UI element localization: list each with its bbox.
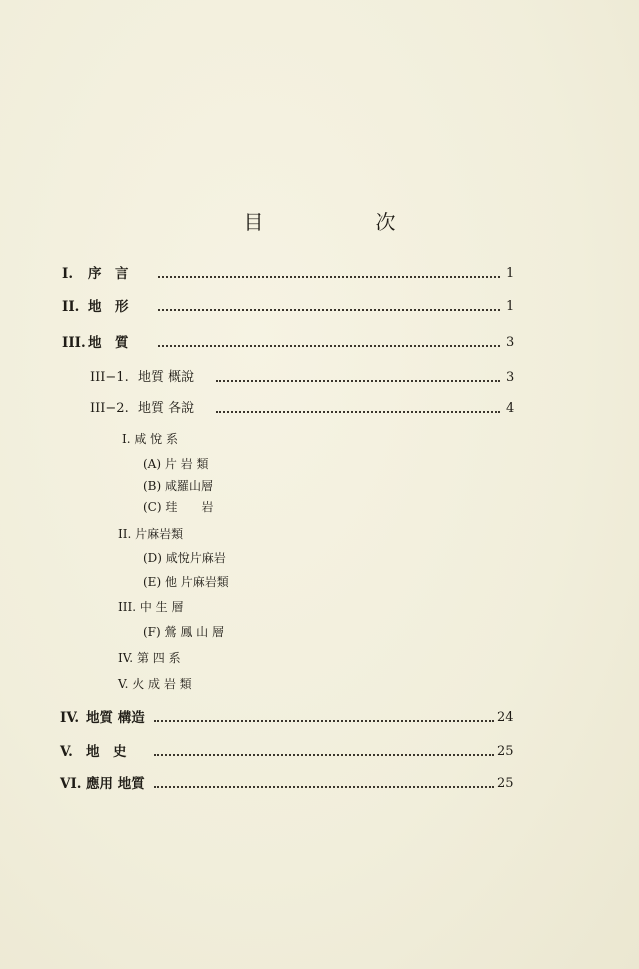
- toc-subentry-text: (E) 他 片麻岩類: [143, 575, 229, 589]
- toc-entry-label: 地質 各說: [138, 401, 195, 416]
- toc-entry-number: III−1.: [90, 370, 129, 385]
- dot-leader: [154, 720, 494, 722]
- toc-entry-number: V.: [60, 744, 73, 760]
- toc-entry-page: 1: [506, 266, 515, 281]
- toc-entry-page: 3: [506, 370, 515, 385]
- toc-entry-label: 地 史: [86, 744, 127, 760]
- dot-leader: [216, 411, 500, 413]
- toc-subentry-text: III. 中 生 層: [118, 600, 184, 614]
- toc-entry-page: 4: [506, 401, 515, 416]
- toc-subentry-text: II. 片麻岩類: [118, 527, 184, 541]
- toc-entry: [60, 708, 516, 728]
- toc-subentry-text: (D) 咸悅片麻岩: [143, 551, 226, 565]
- toc-subentry-text: (A) 片 岩 類: [143, 457, 209, 471]
- toc-entry-number: IV.: [60, 710, 80, 726]
- dot-leader: [158, 276, 500, 278]
- toc-entry: [62, 264, 516, 284]
- toc-entry-page: 25: [497, 776, 514, 791]
- toc-entry: [62, 333, 516, 353]
- dot-leader: [216, 380, 500, 382]
- toc-entry: [60, 774, 516, 794]
- toc-entry-label: 地 形: [88, 299, 129, 315]
- toc-entry-number: II.: [62, 299, 80, 315]
- toc-subentry-text: (B) 咸羅山層: [143, 479, 213, 493]
- toc-subentry-text: V. 火 成 岩 類: [118, 677, 192, 691]
- toc-entry-page: 3: [506, 335, 515, 350]
- dot-leader: [158, 345, 500, 347]
- toc-subentry-text: (C) 珪 岩: [143, 500, 214, 514]
- dot-leader: [154, 754, 494, 756]
- dot-leader: [154, 786, 494, 788]
- toc-entry-label: 地質 構造: [86, 710, 145, 726]
- toc-entry-label: 地 質: [88, 335, 129, 351]
- toc-entry-number: VI.: [60, 776, 82, 792]
- toc-entry: [90, 399, 516, 419]
- toc-entry: [62, 297, 516, 317]
- toc-entry: [60, 742, 516, 762]
- toc-entry: [90, 368, 516, 388]
- toc-subentry-text: I. 咸 悅 系: [122, 432, 178, 446]
- toc-entry-page: 25: [497, 744, 514, 759]
- toc-entry-label: 應用 地質: [86, 776, 145, 792]
- dot-leader: [158, 309, 500, 311]
- toc-entry-label: 序 言: [88, 266, 129, 282]
- toc-subentry-text: (F) 鶯 鳳 山 層: [143, 625, 224, 639]
- toc-entry-number: III−2.: [90, 401, 129, 416]
- toc-subentry-text: IV. 第 四 系: [118, 651, 181, 665]
- toc-entry-number: III.: [62, 335, 86, 351]
- toc-entry-page: 24: [497, 710, 514, 725]
- toc-entry-page: 1: [506, 299, 515, 314]
- page-title: 目 次: [243, 210, 442, 234]
- toc-entry-number: I.: [62, 266, 74, 282]
- toc-entry-label: 地質 概說: [138, 370, 195, 385]
